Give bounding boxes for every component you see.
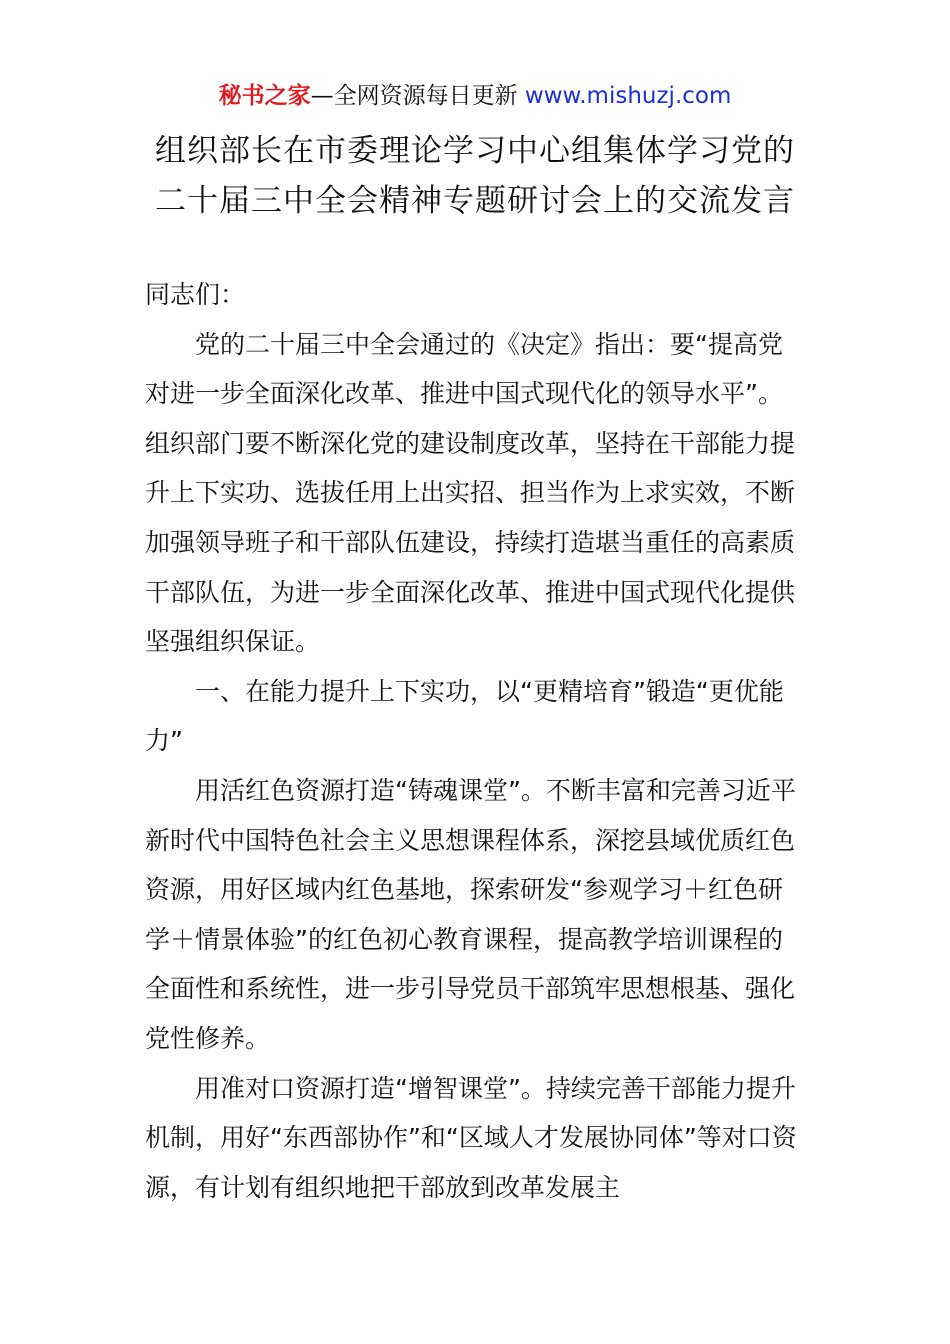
document-body xyxy=(145,270,805,1212)
title-line-1: 组织部长在市委理论学习中心组集体学习党的 xyxy=(155,133,795,169)
paragraph-intro: 党的二十届三中全会通过的《决定》指出：要“提高党对进一步全面深化改革、推进中国式现代化的领导水平”。组织部门要不断深化党的建设制度改革，坚持在干部能力提升上下实功、选拔任用上出实招、担当作为上求实效，不断加强领导班子和干部队伍建设，持续打造堪当重任的高素质干部队伍，为进一步全面深化改革、推进中国式现代化提供坚强组织保证。 xyxy=(145,329,796,657)
site-brand: 秘书之家 xyxy=(218,83,311,109)
title-line-2: 二十届三中全会精神专题研讨会上的交流发言 xyxy=(155,183,795,219)
site-url-link[interactable]: www.mishuzj.com xyxy=(524,83,732,109)
salutation: 同志们： xyxy=(145,280,246,309)
paragraph-red-resources: 用活红色资源打造“铸魂课堂”。不断丰富和完善习近平新时代中国特色社会主义思想课程体系，深挖县域优质红色资源，用好区域内红色基地，探索研发“参观学习＋红色研学＋情景体验”的红色初心教育课程，提高教学培训课程的全面性和系统性，进一步引导党员干部筑牢思想根基、强化党性修养。 xyxy=(145,775,796,1053)
site-banner xyxy=(0,80,950,112)
document-title xyxy=(0,126,950,226)
paragraph-paired-resources: 用准对口资源打造“增智课堂”。持续完善干部能力提升机制，用好“东西部协作”和“区域人才发展协同体”等对口资源，有计划有组织地把干部放到改革发展主 xyxy=(145,1073,797,1202)
site-tagline: —全网资源每日更新 xyxy=(310,83,525,109)
section-heading-1: 一、在能力提升上下实功，以“更精培育”锻造“更优能力” xyxy=(145,676,784,756)
